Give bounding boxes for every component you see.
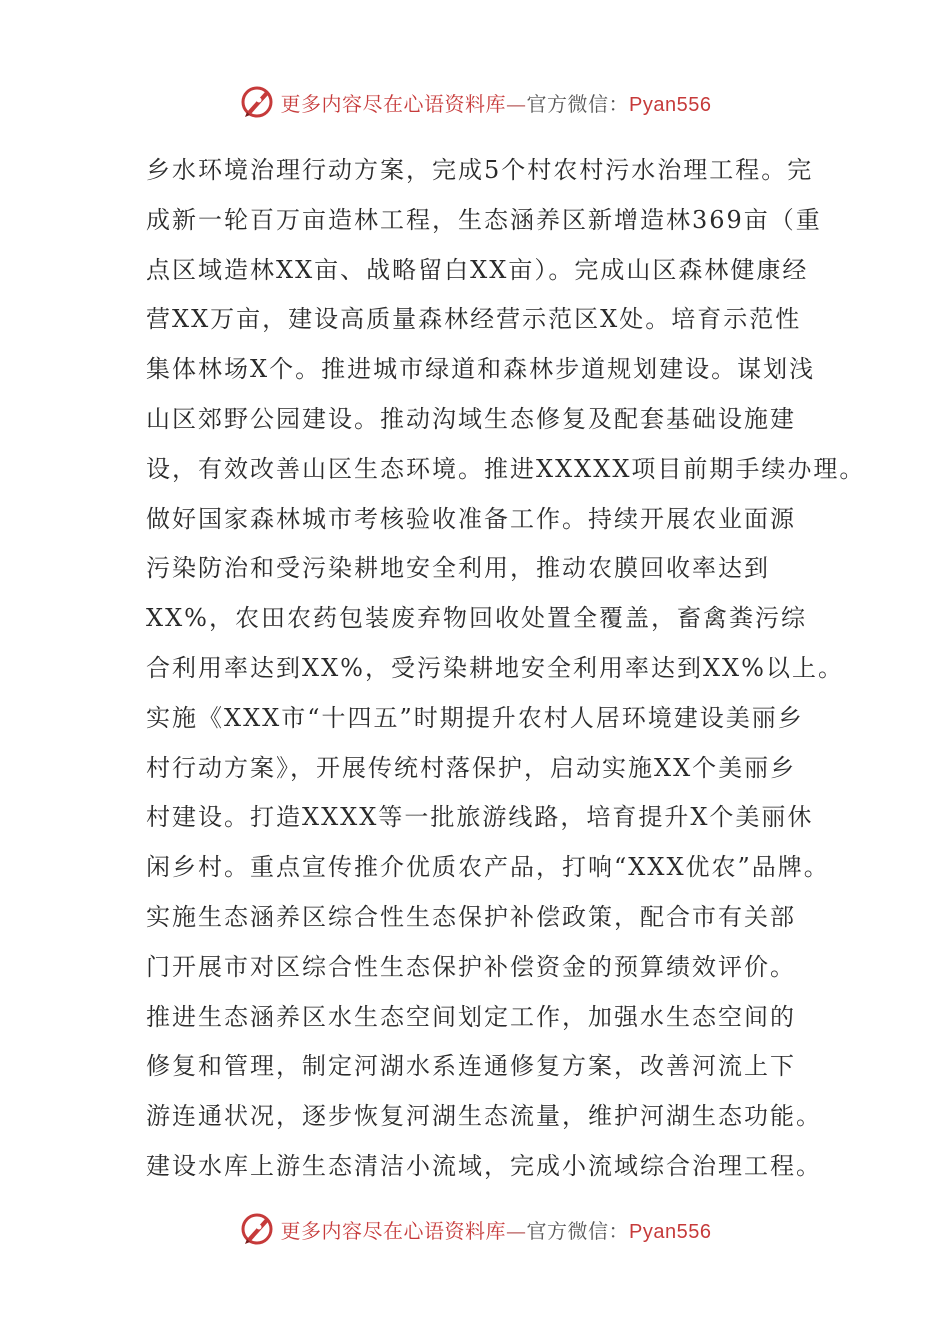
banner-text [281, 88, 712, 117]
footer-banner [0, 1209, 950, 1249]
text-line: 推进生态涵养区水生态空间划定工作，加强水生态空间的 [146, 1002, 796, 1031]
banner-main-text: 更多内容尽在心语资料库 [280, 1218, 507, 1243]
text-line: 游连通状况，逐步恢复河湖生态流量，维护河湖生态功能。 [146, 1102, 822, 1131]
banner-separator: — [506, 91, 527, 116]
text-line: 做好国家森林城市考核验收准备工作。持续开展农业面源 [146, 504, 796, 533]
banner-main-text: 更多内容尽在心语资料库 [280, 91, 507, 116]
text-line: 乡水环境治理行动方案，完成5个村农村污水治理工程。完 [146, 156, 814, 184]
pen-logo-icon [239, 1211, 275, 1247]
banner-wechat-label: 官方微信： [526, 1218, 630, 1243]
text-line: 营XX万亩，建设高质量森林经营示范区X处。培育示范性 [146, 305, 802, 334]
text-line: 村建设。打造XXXX等一批旅游线路，培育提升X个美丽休 [146, 803, 814, 832]
text-line: 村行动方案》，开展传统村落保护，启动实施XX个美丽乡 [146, 753, 797, 782]
pen-logo-icon [239, 84, 275, 120]
text-line: 闲乡村。重点宣传推介优质农产品，打响“XXX优农”品牌。 [146, 853, 830, 882]
text-line: 修复和管理，制定河湖水系连通修复方案，改善河流上下 [146, 1052, 796, 1081]
text-line: 合利用率达到XX%，受污染耕地安全利用率达到XX%以上。 [146, 653, 844, 682]
text-line: 实施《XXX市“十四五”时期提升农村人居环境建设美丽乡 [146, 703, 804, 732]
text-line: 山区郊野公园建设。推动沟域生态修复及配套基础设施建 [146, 404, 796, 433]
text-line: 实施生态涵养区综合性生态保护补偿政策，配合市有关部 [146, 902, 796, 931]
banner-wechat-label: 官方微信： [526, 91, 630, 116]
banner-separator: — [506, 1218, 527, 1243]
text-line: 污染防治和受污染耕地安全利用，推动农膜回收率达到 [146, 554, 770, 583]
text-line: XX%，农田农药包装废弃物回收处置全覆盖，畜禽粪污综 [146, 604, 807, 633]
header-banner [0, 82, 950, 122]
text-line: 建设水库上游生态清洁小流域，完成小流域综合治理工程。 [146, 1151, 822, 1180]
banner-wechat-id: Pyan556 [629, 1220, 712, 1243]
text-line: 成新一轮百万亩造林工程，生态涵养区新增造林369亩（重 [146, 205, 822, 234]
banner-text [281, 1215, 712, 1244]
banner-wechat-id: Pyan556 [629, 93, 712, 116]
document-body [146, 146, 866, 1192]
text-line: 门开展市对区综合性生态保护补偿资金的预算绩效评价。 [146, 952, 796, 981]
text-line: 设，有效改善山区生态环境。推进XXXXX项目前期手续办理。 [146, 454, 866, 483]
text-line: 点区域造林XX亩、战略留白XX亩）。完成山区森林健康经 [146, 255, 809, 284]
text-line: 集体林场X个。推进城市绿道和森林步道规划建设。谋划浅 [146, 355, 816, 384]
